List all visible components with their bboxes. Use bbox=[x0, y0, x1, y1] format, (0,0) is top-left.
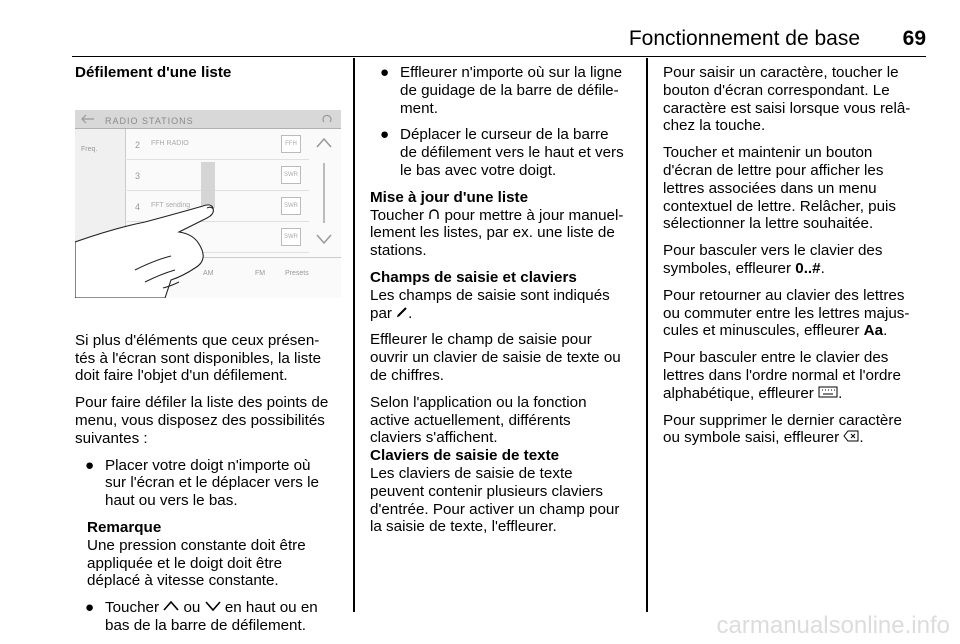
paragraph: Toucher pour mettre à jour manuel- lement les listes, par ex. une liste de stations. bbox=[370, 206, 624, 260]
paragraph: Les champs de saisie sont indiqués par . bbox=[370, 286, 610, 322]
illustration-row: 3 SWR bbox=[127, 160, 309, 191]
paragraph: Effleurer le champ de saisie pour ouvrir un clavier de saisie de texte ou de chiffres. bbox=[370, 331, 621, 384]
column-1 bbox=[75, 64, 345, 644]
section-heading: Champs de saisie et claviers bbox=[370, 268, 577, 286]
chevron-down-icon bbox=[205, 600, 221, 612]
refresh-icon bbox=[428, 208, 440, 220]
bullet-list bbox=[370, 64, 638, 180]
paragraph: Les claviers de saisie de texte peuvent contenir plusieurs claviers d'entrée. Pour activer un champ pour la saisie de texte, l'effleurer. bbox=[370, 464, 620, 536]
illustration-sidebar-label: Freq. bbox=[81, 145, 98, 153]
pen-icon bbox=[396, 306, 408, 318]
list-item: ● Effleurer n'importe où sur la ligne de guidage de la barre de défile- ment. bbox=[380, 64, 623, 117]
remark-block bbox=[87, 519, 345, 590]
page-number: 69 bbox=[902, 27, 926, 50]
backspace-icon bbox=[843, 430, 859, 442]
column-divider bbox=[353, 58, 355, 612]
illustration-bottom-bar: AM FM Presets bbox=[125, 257, 341, 280]
remark-heading: Remarque bbox=[87, 518, 162, 536]
hand-pointing-icon bbox=[75, 110, 341, 298]
paragraph: Pour saisir un caractère, toucher le bouton d'écran correspondant. Le caractère est saisi lorsque vous relâ- chez la touche. bbox=[663, 64, 911, 135]
paragraph: Selon l'application ou la fonction active actuellement, différents claviers s'affichent. bbox=[370, 393, 587, 447]
bullet-list bbox=[75, 457, 345, 510]
paragraph: Pour faire défiler la liste des points de menu, vous disposez des possibilités suivantes : bbox=[75, 394, 329, 447]
illustration-row: 2 FFH RADIO FFH bbox=[127, 129, 309, 160]
list-item: ● Déplacer le curseur de la barre de défilement vers le haut et vers le bas avec votre doigt. bbox=[380, 126, 624, 179]
paragraph: Pour retourner au clavier des lettres ou commuter entre les lettres majus- cules et minuscules, effleurer Aa. bbox=[663, 286, 910, 340]
remark-body: Une pression constante doit être appliquée et le doigt doit être déplacé à vitesse constante. bbox=[87, 536, 306, 590]
footer-watermark: carmanualsonline.info bbox=[716, 612, 950, 639]
paragraph: Pour basculer entre le clavier des lettres dans l'ordre normal et l'ordre alphabétique, effleurer . bbox=[663, 349, 901, 402]
paragraph: Toucher et maintenir un bouton d'écran de lettre pour afficher les lettres associées dans un menu contextuel de lettre. Relâcher, puis sélectionner la lettre souhaitée. bbox=[663, 144, 897, 233]
column-2 bbox=[370, 64, 638, 545]
keyboard-icon bbox=[818, 386, 838, 398]
column-divider bbox=[646, 58, 648, 612]
illustration-title: RADIO STATIONS bbox=[105, 115, 194, 126]
column-3 bbox=[663, 64, 925, 456]
list-item: ● Placer votre doigt n'importe où sur l'écran et le déplacer vers le haut ou vers le bas. bbox=[85, 456, 319, 510]
paragraph: Si plus d'éléments que ceux présen- tés à l'écran sont disponibles, la liste doit faire l'objet d'un défilement. bbox=[75, 331, 322, 385]
illustration-row: 4 FFT sending SWR bbox=[127, 191, 309, 222]
page-title: Fonctionnement de base bbox=[628, 27, 860, 50]
illustration-row: SWR bbox=[127, 222, 309, 253]
paragraph: Pour basculer vers le clavier des symboles, effleurer 0..#. bbox=[663, 242, 883, 277]
section-heading: Mise à jour d'une liste bbox=[370, 188, 529, 206]
list-item: ● Toucher ou en haut ou en bas de la barre de défilement. bbox=[85, 599, 318, 634]
paragraph: Pour supprimer le dernier caractère ou symbole saisi, effleurer . bbox=[663, 411, 902, 447]
chevron-up-icon bbox=[163, 600, 179, 612]
section-heading: Claviers de saisie de texte bbox=[370, 447, 560, 465]
page-header bbox=[72, 22, 926, 57]
section-heading: Défilement d'une liste bbox=[75, 64, 232, 81]
illustration-radio-list bbox=[75, 110, 341, 298]
